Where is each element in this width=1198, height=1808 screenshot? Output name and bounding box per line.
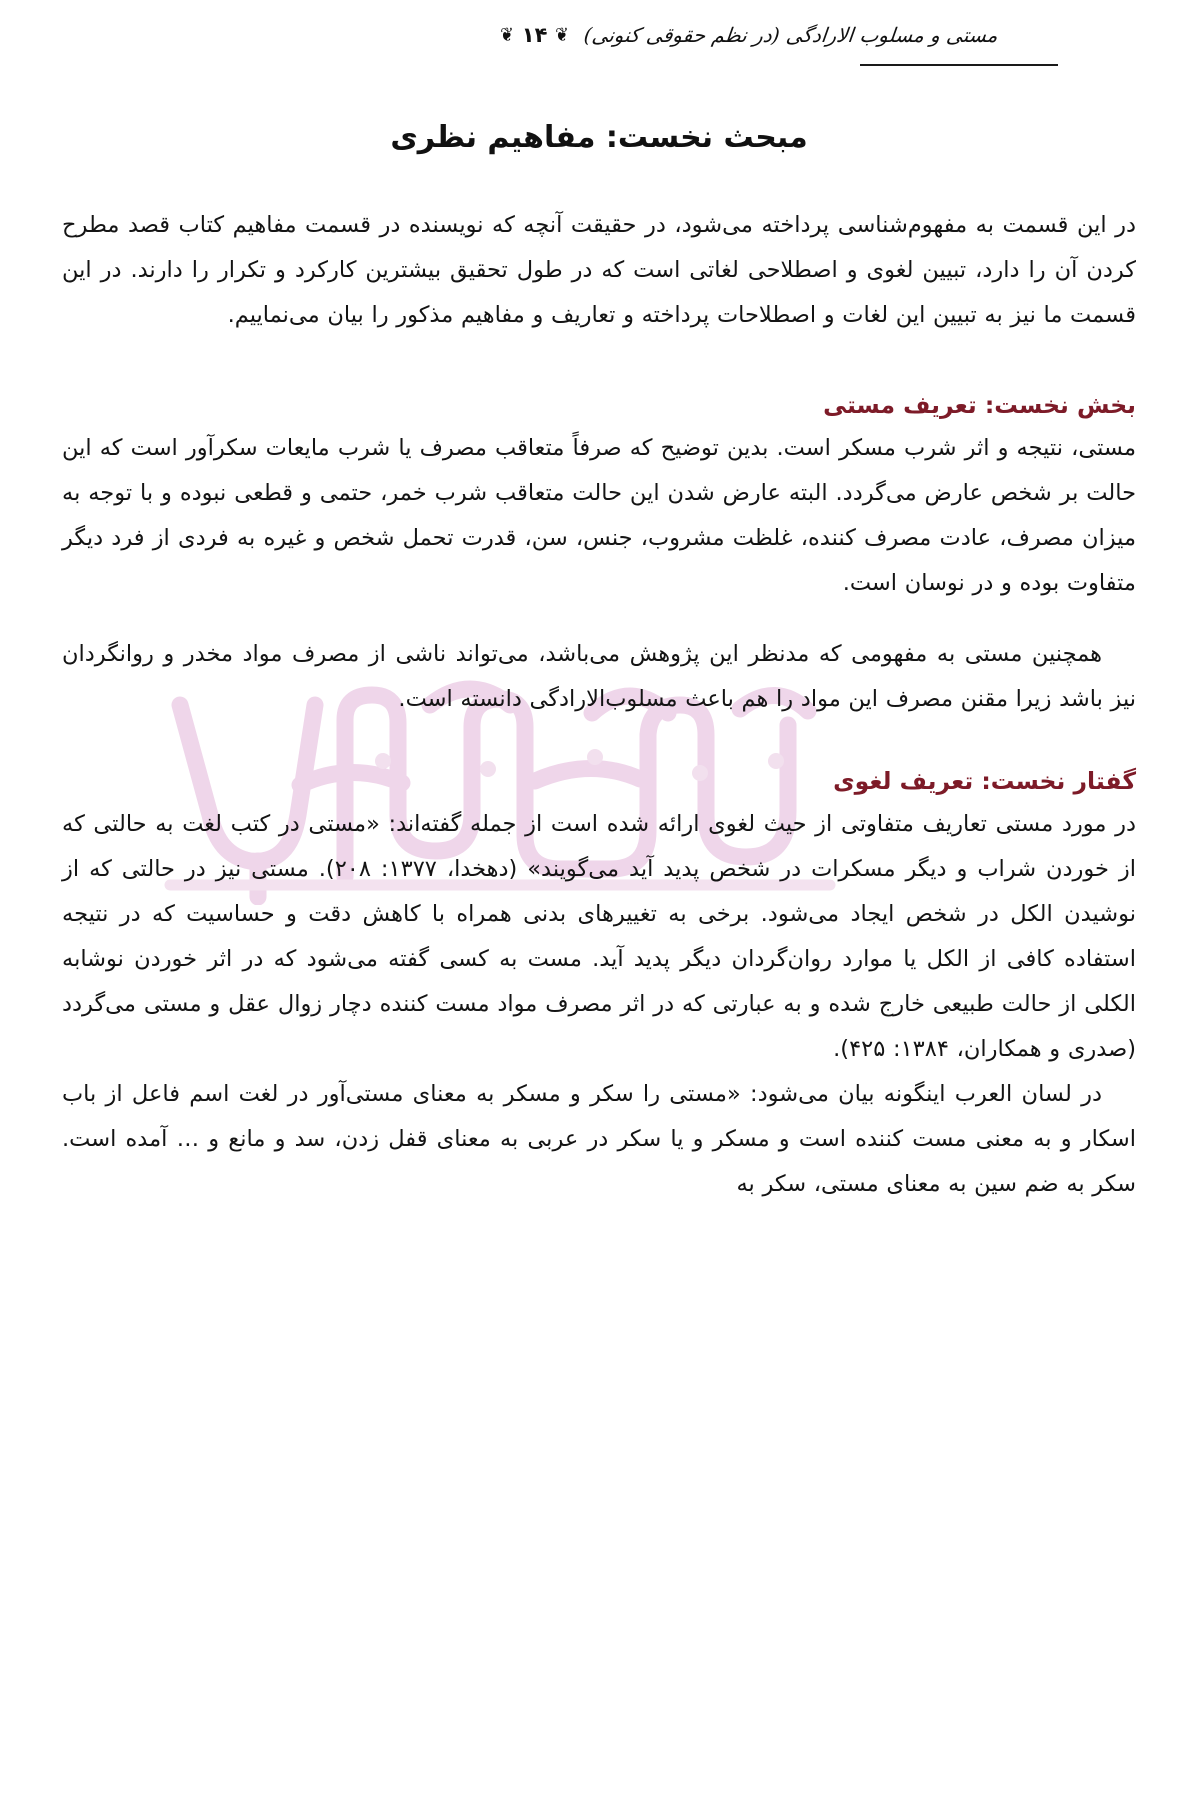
- paragraph-definition-masti-1: مستی، نتیجه و اثر شرب مسکر است. بدین توضیح که صرفاً متعاقب مصرف یا شرب مایعات سکرآور است که این حالت بر شخص عارض می‌گردد. البته عارض شدن این حالت متعاقب شرب خمر، حتمی و قطعی نبوده و با توجه به میزان مصرف، عادت مصرف کننده، غلظت مشروب، جنس، سن، قدرت تحمل شخص و غیره به فردی از فرد دیگر متفاوت بوده و در نوسان است.: [62, 434, 1136, 596]
- section-heading-lexical-definition: گفتار نخست: تعریف لغوی: [833, 766, 1136, 795]
- paragraph-definition-masti-2: همچنین مستی به مفهومی که مدنظر این پژوهش می‌باشد، می‌تواند ناشی از مصرف مواد مخدر و روانگردان نیز باشد زیرا مقنن مصرف این مواد را هم باعث مسلوب‌الاراد‌گی دانسته است.: [62, 640, 1136, 712]
- running-header: [60, 24, 1138, 94]
- spacer: [62, 722, 1136, 756]
- paragraph-lexical-1: در مورد مستی تعاریف متفاوتی از حیث لغوی ارائه شده است از جمله گفته‌اند: «مستی در کتب لغت به حالتی که از خوردن شراب و دیگر مسکرات در شخص پدید آید می‌گویند» (دهخدا، ۱۳۷۷: ۲۰۸). مستی نیز در حالتی که از نوشیدن الکل در شخص ایجاد می‌شود. برخی به تغییرهای بدنی همراه با کاهش دقت و حساسیت که در نتیجه استفاده کافی از الکل یا موارد روان‌گردان دیگر پدید آید. مست به کسی گفته می‌شود که در اثر خوردن نوشابه الکلی از حالت طبیعی خارج شده و به عبارتی که در اثر مصرف مواد مست کننده دچار زوال عقل و مستی می‌گردد (صدری و همکاران، ۱۳۸۴: ۴۲۵).: [62, 810, 1137, 1062]
- spacer: [62, 606, 1136, 632]
- section-heading-definition-of-masti: بخش نخست: تعریف مستی: [823, 390, 1136, 419]
- running-header-title: مستی و مسلوب الاراد‌گی (در نظم حقوقی کنونی): [583, 23, 1000, 47]
- chapter-title: مبحث نخست: مفاهیم نظری: [390, 120, 808, 155]
- ornament-right-icon: ❦: [555, 24, 570, 46]
- running-header-content: [499, 24, 998, 46]
- ornament-left-icon: ❦: [500, 24, 514, 46]
- page-content: [62, 118, 1136, 1207]
- spacer: [62, 338, 1136, 380]
- paragraph-lexical-2: در لسان العرب اینگونه بیان می‌شود: «مستی را سکر و مسکر به معنای مستی‌آور در لغت اسم فاعل از باب اسکار و به معنی مست کننده است و مسکر و یا سکر در عربی به معنای قفل زدن، سد و مانع و … آمده است. سکر به ضم سین به معنای مستی، سکر به: [62, 1080, 1136, 1197]
- page-number-group: [499, 25, 570, 46]
- paragraph-intro: در این قسمت به مفهوم‌شناسی پرداخته می‌شود، در حقیقت آنچه که نویسنده در قسمت مفاهیم کتاب قصد مطرح کردن آن را دارد، تبیین لغوی و اصطلاحی لغاتی است که در طول تحقیق بیشترین کارکرد و تکرار را دارند. در این قسمت ما نیز به تبیین این لغات و اصطلاحات پرداخته و تعاریف و مفاهیم مذکور را بیان می‌نماییم.: [62, 211, 1136, 328]
- page-number: ۱۴: [521, 23, 548, 47]
